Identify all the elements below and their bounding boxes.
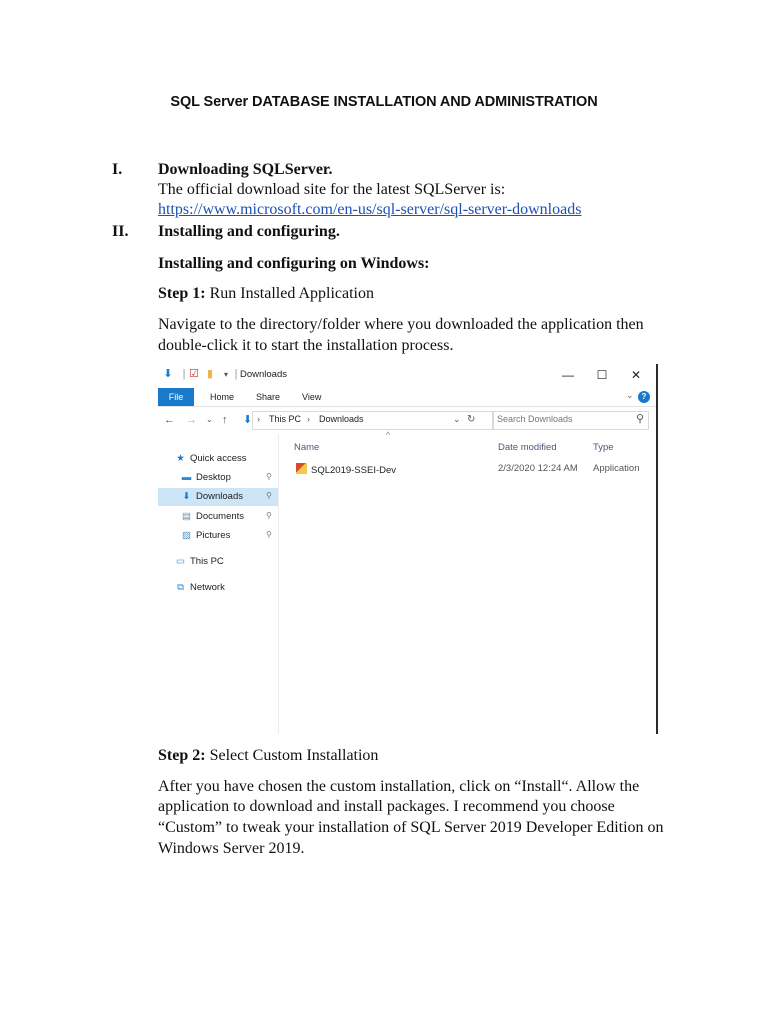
sidebar-item-downloads[interactable] xyxy=(158,488,278,506)
back-arrow-icon[interactable]: ← xyxy=(164,414,175,426)
step1-paragraph-line1: Navigate to the directory/folder where you downloaded the application then xyxy=(158,316,644,333)
file-date: 2/3/2020 12:24 AM xyxy=(498,463,578,474)
sidebar-item-quick-access[interactable] xyxy=(174,450,247,468)
pin-icon[interactable]: ⚲ xyxy=(266,491,272,500)
pin-icon[interactable]: ⚲ xyxy=(266,530,272,539)
step2-paragraph-line4: Windows Server 2019. xyxy=(158,840,305,857)
file-type: Application xyxy=(593,463,640,474)
arrow-down-icon[interactable]: ⬇ xyxy=(163,368,173,380)
sidebar-item-label: Downloads xyxy=(196,491,243,502)
section-numeral-2: II. xyxy=(112,223,129,240)
search-placeholder: Search Downloads xyxy=(497,414,573,424)
file-explorer-screenshot xyxy=(158,364,658,734)
sidebar-item-label: Pictures xyxy=(196,530,231,541)
step2-heading xyxy=(158,746,378,766)
navigation-pane xyxy=(158,434,279,734)
picture-icon: ▨ xyxy=(182,530,191,541)
properties-checkbox-icon[interactable]: ☑ xyxy=(189,368,199,380)
close-button[interactable]: ✕ xyxy=(630,368,642,382)
sidebar-item-label: Quick access xyxy=(190,453,247,464)
section-numeral-1: I. xyxy=(112,161,123,178)
step1-title: Run Installed Application xyxy=(209,285,374,302)
download-link[interactable]: https://www.microsoft.com/en-us/sql-server/sql-server-downloads xyxy=(158,201,582,218)
address-bar[interactable] xyxy=(243,411,494,430)
search-input[interactable] xyxy=(492,411,649,430)
arrow-down-icon: ⬇ xyxy=(182,491,191,502)
tab-share[interactable]: Share xyxy=(256,392,281,402)
chevron-down-icon[interactable]: ⌄ xyxy=(626,390,634,400)
tab-home[interactable]: Home xyxy=(210,392,235,402)
search-icon: ⚲ xyxy=(635,413,644,425)
pin-icon[interactable]: ⚲ xyxy=(266,472,272,481)
forward-arrow-icon[interactable]: → xyxy=(186,414,197,426)
ribbon-tabs xyxy=(158,388,656,407)
breadcrumb-separator: › xyxy=(257,414,260,424)
file-name: SQL2019-SSEI-Dev xyxy=(311,465,397,476)
recent-locations-icon[interactable]: ⌄ xyxy=(206,415,213,424)
refresh-icon[interactable]: ↻ xyxy=(467,414,476,425)
document-icon: ▤ xyxy=(182,511,191,522)
step2-paragraph-line3: “Custom” to tweak your installation of SQL Server 2019 Developer Edition on xyxy=(158,819,664,836)
step1-label: Step 1: xyxy=(158,285,206,302)
step1-heading xyxy=(158,284,374,304)
installer-icon xyxy=(296,463,307,474)
folder-icon[interactable]: ▮ xyxy=(206,368,214,380)
divider-icon: | xyxy=(182,368,186,380)
file-row[interactable] xyxy=(296,463,396,476)
address-row xyxy=(158,410,656,430)
step2-paragraph-line2: application to download and install packages. I recommend you choose xyxy=(158,798,615,815)
explorer-title-bar xyxy=(158,364,656,386)
section-heading-downloading: Downloading SQLServer. xyxy=(158,161,333,178)
sort-ascending-icon: ^ xyxy=(386,430,391,440)
sidebar-item-pictures[interactable] xyxy=(180,527,230,545)
column-header-date[interactable]: Date modified xyxy=(498,442,557,453)
pin-icon[interactable]: ⚲ xyxy=(266,511,272,520)
desktop-icon: ▬ xyxy=(181,472,192,483)
customize-toolbar-icon[interactable]: ▾ xyxy=(223,370,228,379)
help-icon[interactable]: ? xyxy=(638,391,650,403)
up-arrow-icon[interactable]: ↑ xyxy=(222,414,228,426)
sidebar-item-label: This PC xyxy=(190,556,224,567)
sidebar-item-network[interactable] xyxy=(174,579,225,597)
minimize-button[interactable]: — xyxy=(562,368,574,382)
step2-paragraph-line1: After you have chosen the custom installation, click on “Install“. Allow the xyxy=(158,778,640,795)
network-icon: ⧉ xyxy=(177,582,184,593)
computer-icon: ▭ xyxy=(176,556,185,567)
star-icon: ★ xyxy=(176,453,185,464)
sidebar-item-label: Documents xyxy=(196,511,245,522)
tab-file[interactable]: File xyxy=(158,388,194,406)
step2-label: Step 2: xyxy=(158,747,206,764)
document-title: SQL Server DATABASE INSTALLATION AND ADMINISTRATION xyxy=(170,94,598,110)
divider-icon: | xyxy=(234,368,238,380)
download-location-icon: ⬇ xyxy=(243,414,253,426)
subheading-windows: Installing and configuring on Windows: xyxy=(158,255,430,272)
step1-paragraph-line2: double-click it to start the installation process. xyxy=(158,337,454,354)
address-dropdown-icon[interactable]: ⌄ xyxy=(453,414,461,424)
section-heading-installing: Installing and configuring. xyxy=(158,223,340,240)
download-site-text: The official download site for the latest SQLServer is: xyxy=(158,181,506,198)
maximize-button[interactable]: ☐ xyxy=(596,368,608,382)
breadcrumb-downloads[interactable]: Downloads xyxy=(319,414,364,424)
tab-view[interactable]: View xyxy=(302,392,322,402)
sidebar-item-desktop[interactable] xyxy=(180,469,231,487)
column-header-name[interactable]: Name xyxy=(294,442,320,453)
breadcrumb-this-pc[interactable]: This PC xyxy=(269,414,302,424)
sidebar-item-label: Network xyxy=(190,582,225,593)
sidebar-item-label: Desktop xyxy=(196,472,231,483)
sidebar-item-this-pc[interactable] xyxy=(174,553,224,571)
sidebar-item-documents[interactable] xyxy=(180,508,244,526)
screenshot-border xyxy=(656,364,658,734)
breadcrumb-separator: › xyxy=(307,414,310,424)
window-title: Downloads xyxy=(240,369,287,380)
step2-title: Select Custom Installation xyxy=(209,747,379,764)
column-header-type[interactable]: Type xyxy=(593,442,614,453)
